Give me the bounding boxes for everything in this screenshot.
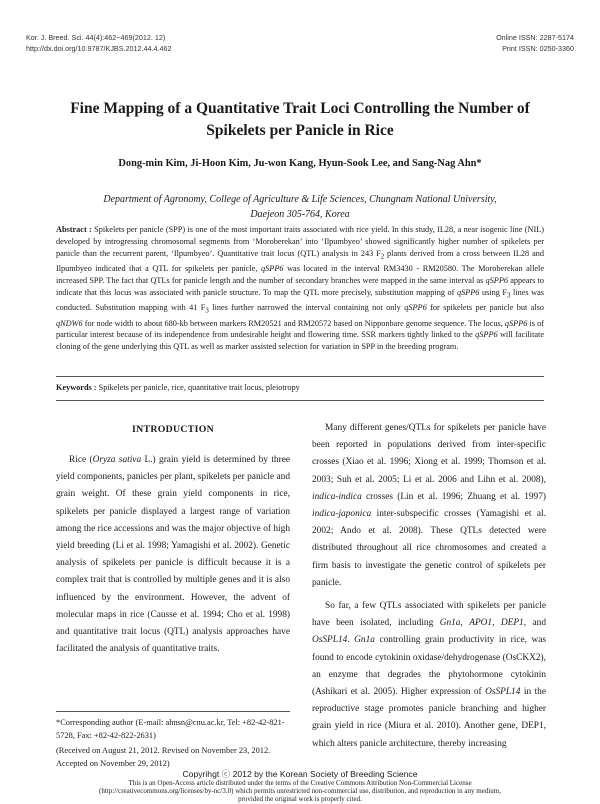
gene-name: Gn1a <box>439 618 461 629</box>
license-line-2: (http://creativecommons.org/licenses/by-nc/3.0) which permits unrestricted non-commercial use, distribution, and reproduction in any medium, <box>99 787 501 796</box>
introduction-left-column <box>56 452 290 658</box>
corresponding-author-footnote: *Corresponding author (E-mail: ahnsn@cnu.ac.kr, Tel: +82-42-821-5728, Fax: +82-42-822-2631) <box>56 718 285 740</box>
gene-name: qSPP6 <box>456 287 480 297</box>
abstract-text: for spikelets per panicle but also <box>426 303 544 313</box>
gene-name: OsSPL14 <box>312 635 348 646</box>
keywords-bottom-rule <box>56 400 544 401</box>
abstract-text: using F <box>479 287 508 297</box>
article-title: Fine Mapping of a Quantitative Trait Loci Controlling the Number of Spikelets per Panicle in Rice <box>70 100 530 139</box>
affiliation <box>40 192 560 222</box>
gene-name: Gn1a <box>354 635 375 646</box>
abstract-text: is of particular interest because of its independence from undesirable height and flowering time. SSR markers tightly linked to the <box>56 318 544 340</box>
paragraph: Many different genes/QTLs for spikelets per panicle have been reported in populations derived from inter-specific crosses (Xiao et al. 1996; Xiong et al. 1999; Thomson et al. 2003; Suh et al. 2005; Li et al. 2006 and Lihn et al. 2008), indica-indica crosses (Lin et al. 1996; Zhuang et al. 1997) indica-japonica inter-subspecific crosses (Yamagishi et al. 2002; Ando et al. 2008). These QTLs detected were distributed throughout all rice chromosomes and created a firm basis to investigate the genetic control of spikelets per panicle. <box>312 423 546 588</box>
abstract-text: was located in the interval RM3430 - RM20580. The Moroberekan allele increased SPP. The fact that QTLs for panicle length and the number of secondary branches were mapped in the same interval as <box>56 264 544 285</box>
cross-type: indica-japonica <box>312 509 372 520</box>
abstract-label: Abstract : <box>56 225 92 234</box>
online-issn: Online ISSN: 2287-5174 <box>496 33 574 42</box>
keywords-text: Spikelets per panicle, rice, quantitative trait locus, pleiotropy <box>96 383 300 392</box>
section-heading-introduction: INTRODUCTION <box>132 424 214 435</box>
author-list: Dong-min Kim, Ji-Hoon Kim, Ju-won Kang, Hyun-Sook Lee, and Sang-Nag Ahn* <box>118 158 482 169</box>
abstract-text: will facilitate cloning of the gene underlying this QTL as well as marker assisted selection for variation in SPP in the breeding program. <box>56 330 544 352</box>
gene-name: APO1 <box>469 618 493 629</box>
paragraph: Rice (Oryza sativa L.) grain yield is determined by three yield components, panicles per plant, spikelets per panicle and grain weight. Of these grain yield components in rice, spikelets per panicle displayed a largest range of variation among the rice accessions and was the major objective of high yield breeding (Li et al. 1998; Yamagishi et al. 2002). Genetic analysis of spikelets per panicle is difficult because it is a complex trait that is controlled by multiple genes and it is also influenced by the environment. However, the advent of molecular maps in rice (Causse et al. 1994; Cho et al. 1998) and quantitative trait locus (QTL) analysis approaches have facilitated the analysis of quantitative traits. <box>56 455 291 655</box>
affiliation-line-1: Department of Agronomy, College of Agriculture & Life Sciences, Chungnam National University, <box>103 194 497 205</box>
keywords-top-rule <box>56 376 544 377</box>
species-name: Oryza sativa <box>92 455 142 465</box>
journal-citation: Kor. J. Breed. Sci. 44(4):462~469(2012. 12) <box>26 33 166 42</box>
keywords <box>56 383 544 392</box>
gene-name: qSPP6 <box>504 318 528 328</box>
abstract-text: appears to indicate that this locus was associated with panicle structure. To map the QTL more precisely, substitution mapping of <box>56 275 544 297</box>
subscript: 2 <box>380 253 385 261</box>
subscript: 3 <box>507 292 511 300</box>
abstract <box>56 224 544 353</box>
doi-link[interactable]: http://dx.doi.org/10.9787/KJBS.2012.44.4.462 <box>26 44 172 53</box>
gene-name: qSPP6 <box>475 330 498 340</box>
abstract-text: plants derived from a cross between IL28 and Ilpumbyeo indicated that a QTL for spikelets per panicle, <box>56 248 544 274</box>
gene-name: OsSPL14 <box>485 687 521 698</box>
copyright-notice: Copyrihgt ⓒ 2012 by the Korean Society of Breeding Science <box>182 769 418 779</box>
print-issn: Print ISSN: 0250-3360 <box>502 44 574 53</box>
license-line-1: This is an Open-Access article distributed under the terms of the Creative Commons Attribution Non-Commercial License <box>128 779 472 787</box>
footnote-rule <box>56 711 290 712</box>
abstract-text: lines was conducted. Substitution mapping with 41 F <box>56 287 544 313</box>
gene-name: DEP1 <box>500 618 524 629</box>
cross-type: indica-indica <box>312 491 362 502</box>
gene-name: qSPP6 <box>404 303 427 313</box>
affiliation-line-2: Daejeon 305-764, Korea <box>250 209 350 220</box>
abstract-text: for node width to about 680-kb between markers RM20521 and RM20572 based on Nipponbare genome sequence. The locus, <box>82 318 505 328</box>
abstract-text: lines further narrowed the interval containing not only <box>208 303 405 313</box>
paragraph: So far, a few QTLs associated with spikelets per panicle have been isolated, including Gn1a, APO1, DEP1, and OsSPL14. Gn1a controlling grain productivity in rice, was found to encode cytokinin oxidase/dehydrogenase (OsCKX2), an enzyme that degrades the phytohormone cytokinin (Ashikari et al. 2005). Higher expression of OsSPL14 in the reproductive stage promotes panicle branching and higher grain yield in rice (Miura et al. 2010). Another gene, DEP1, which alters panicle architecture, thereby increasing <box>312 601 547 749</box>
abstract-text: Spikelets per panicle (SPP) is one of the most important traits associated with rice yield. In this study, IL28, a near isogenic line (NIL) developed by introgressing chromosomal segments from ‘Moroberekan’ into ‘Ilpumbyeo’ showed significantly higher number of spikelets per panicle than the recurrent parent, ‘Ilpumbyeo’. Quantitative trait locus (QTL) analysis in 243 F <box>56 225 545 258</box>
license-line-3: provided the original work is properly cited. <box>238 795 362 804</box>
received-dates-footnote: (Received on August 21, 2012. Revised on November 23, 2012. Accepted on November 29, 2012) <box>56 746 271 768</box>
gene-name: qNDW6 <box>56 318 83 328</box>
introduction-right-column <box>312 420 546 753</box>
subscript: 3 <box>205 307 209 315</box>
gene-name: qSPP6 <box>485 275 508 285</box>
keywords-label: Keywords : <box>56 383 97 392</box>
gene-name: qSPP6 <box>261 264 284 274</box>
